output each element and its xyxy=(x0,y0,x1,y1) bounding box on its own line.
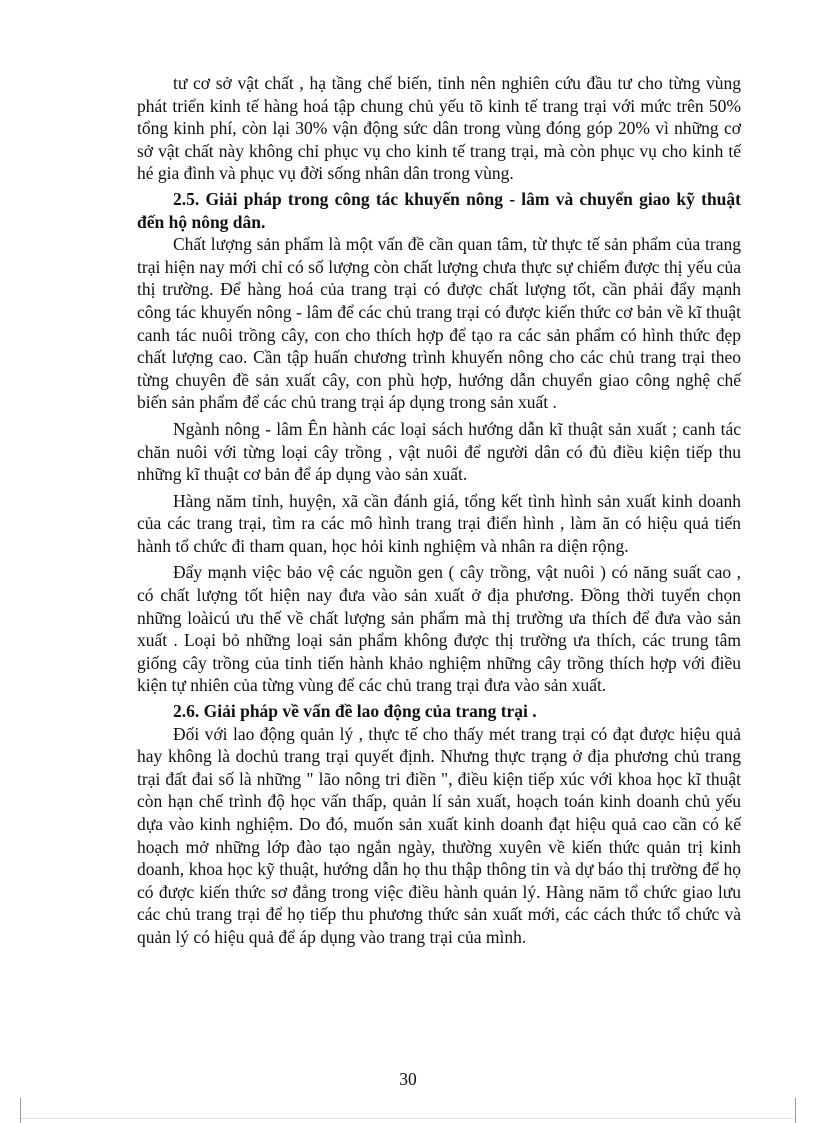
paragraph-product-quality: Chất lượng sản phẩm là một vấn đề cần quan tâm, từ thực tế sản phẩm của trang trại hiện nay mới chỉ có số lượng còn chất lượng chưa thực sự chiếm được thị yếu của thị trường. Để hàng hoá của trang trại có được chất lượng tốt, cần phải đẩy mạnh công tác khuyến nông - lâm để các chủ trang trại có được kiến thức cơ bản về kĩ thuật canh tác nuôi trồng cây, con cho thích hợp để tạo ra các sản phẩm có hình thức đẹp chất lượng cao. Cần tập huấn chương trình khuyến nông cho các chủ trang trại theo từng chuyên đề sản xuất cây, con phù hợp, hướng dẫn chuyển giao công nghệ chế biến sản phẩm để các chủ trang trại áp dụng trong sản xuất . xyxy=(137,234,741,413)
paragraph-gene-sources: Đẩy mạnh việc bảo vệ các nguồn gen ( cây trồng, vật nuôi ) có năng suất cao , có chất lượng tốt hiện nay đưa vào sản xuất ở địa phương. Đồng thời tuyển chọn những loàicú ưu thế về chất lượng sản phẩm mà thị trường ưa thích để đưa vào sản xuất . Loại bỏ những loại sản phẩm không được thị trường ưa thích, các trung tâm giống cây trồng của tỉnh tiến hành khảo nghiệm những cây trồng thích hợp với điều kiện tự nhiên của từng vùng để các chủ trang trại đưa vào sản xuất. xyxy=(137,562,741,696)
section-heading-2-6: 2.6. Giải pháp về vấn đề lao động của trang trại . xyxy=(173,701,537,722)
crop-mark-left xyxy=(20,1098,21,1123)
paragraph-labour-management: Đối với lao động quản lý , thực tế cho thấy mét trang trại có đạt được hiệu quả hay không là dochủ trang trại quyết định. Nhưng thực trạng ở địa phương chủ trang trại đất đai số là những " lão nông tri điền ", điều kiện tiếp xúc với khoa học kĩ thuật còn hạn chế trình độ học vấn thấp, quản lí sản xuất, hoạch toán kinh doanh chủ yếu dựa vào kinh nghiệm. Do đó, muốn sản xuất kinh doanh đạt hiệu quả cao cần có kế hoạch mở những lớp đào tạo ngắn ngày, thường xuyên về kiến thức quản trị kinh doanh, khoa học kỹ thuật, hướng dẫn họ thu thập thông tin và dự báo thị trường để họ có được kiến thức sơ đẳng trong việc điều hành quản lý. Hàng năm tổ chức giao lưu các chủ trang trại để họ tiếp thu phương thức sản xuất mới, các cách thức tổ chức và quản lý có hiệu quả để áp dụng vào trang trại của mình. xyxy=(137,723,741,947)
crop-mark-right xyxy=(795,1098,796,1123)
document-page xyxy=(137,72,741,949)
paragraph-extension-guides: Ngành nông - lâm Ên hành các loại sách hướng dẫn kĩ thuật sản xuất ; canh tác chăn nuôi với từng loại cây trồng , vật nuôi để người dân có đủ điều kiện tiếp thu những kĩ thuật cơ bản để áp dụng vào sản xuất. xyxy=(137,418,741,485)
section-heading-2-5: 2.5. Giải pháp trong công tác khuyến nông - lâm và chuyển giao kỹ thuật đến hộ nông dân. xyxy=(137,188,741,232)
paragraph-infrastructure: tư cơ sở vật chất , hạ tầng chế biến, tỉnh nên nghiên cứu đầu tư cho từng vùng phát triển kinh tế hàng hoá tập chung chủ yếu tõ kinh tế trang trại với mức trên 50% tổng kinh phí, còn lại 30% vận động sức dân trong vùng đóng góp 20% vì những cơ sở vật chất này không chỉ phục vụ cho kinh tế trang trại, mà còn phục vụ cho kinh tế hé gia đình và phục vụ đời sống nhân dân trong vùng. xyxy=(137,73,741,184)
page-number: 30 xyxy=(399,1069,417,1089)
footer-divider xyxy=(20,1118,796,1119)
paragraph-annual-review: Hàng năm tỉnh, huyện, xã cần đánh giá, tổng kết tình hình sản xuất kinh doanh của các trang trại, tìm ra các mô hình trang trại điển hình , làm ăn có hiệu quả tiến hành tổ chức đi tham quan, học hỏi kinh nghiệm và nhân ra diện rộng. xyxy=(137,490,741,556)
